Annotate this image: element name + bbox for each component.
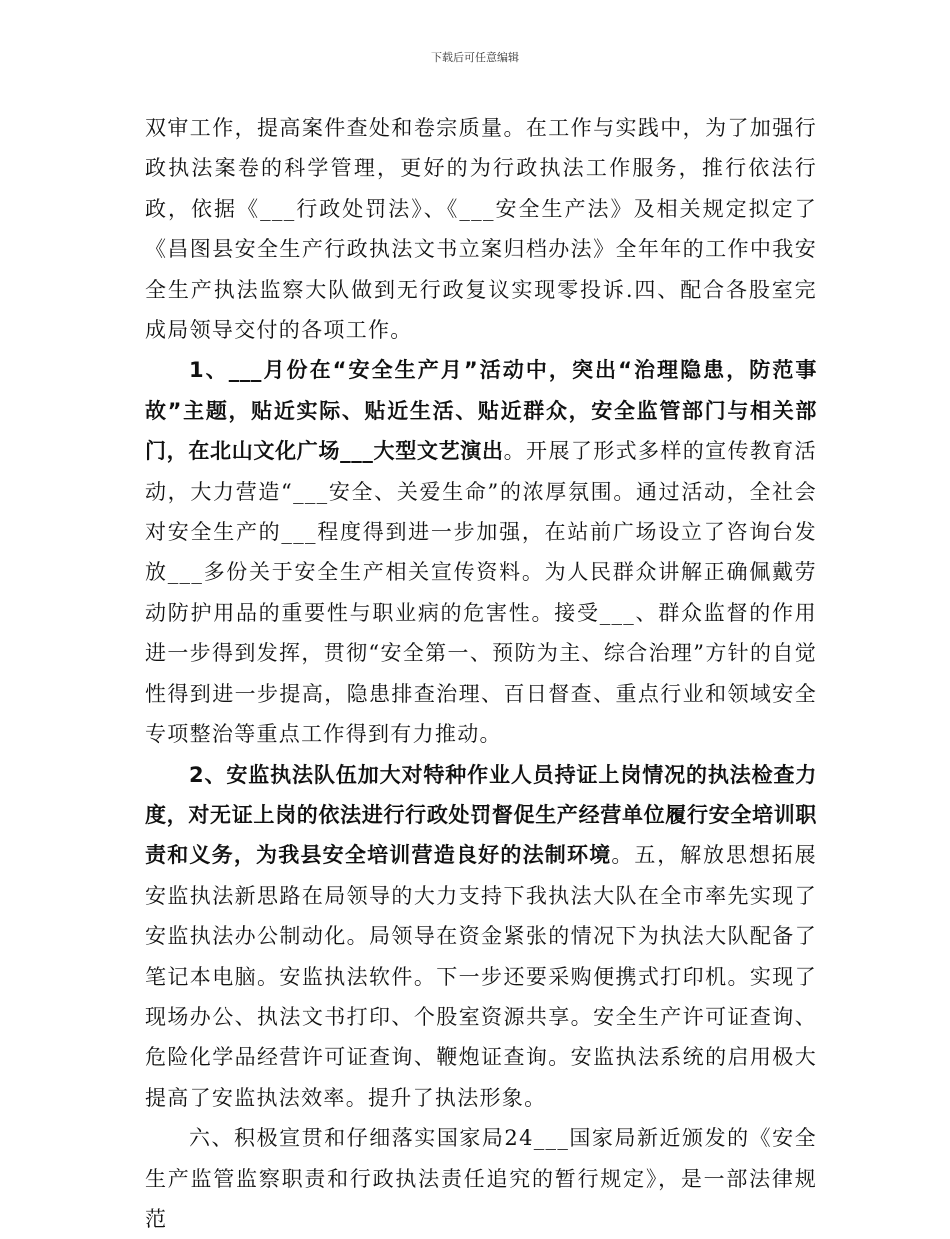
paragraph-2-text: 。开展了形式多样的宣传教育活动，大力营造“___安全、关爱生命”的浓厚氛围。通过活动，全社会对安全生产的___程度得到进一步加强，在站前广场设立了咨询台发放___多份关于安全生产相关宣传资料。为人民群众讲解正确佩戴劳动防护用品的重要性与职业病的危害性。接受___、群众监督的作用进一步得到发挥，贯彻“安全第一、预防为主、综合治理”方针的自觉性得到进一步提高，隐患排查治理、百日督查、重点行业和领域安全专项整治等重点工作得到有力推动。: [145, 439, 817, 747]
paragraph-2-bold-lead: 1、___月份在“安全生产月”活动中，突出“治理隐患，防范事故”主题，贴近实际、贴近生活、贴近群众，安全监管部门与相关部门，在北山文化广场___大型文艺演出: [145, 358, 817, 464]
paragraph-4: [145, 1118, 817, 1239]
paragraph-2: [145, 350, 817, 754]
page-header: 下载后可任意编辑: [431, 51, 519, 64]
paragraph-4-text: 六、积极宣贯和仔细落实国家局24___国家局新近颁发的《安全生产监管监察职责和行政执法责任追究的暂行规定》，是一部法律规范: [145, 1126, 817, 1231]
paragraph-1: [145, 108, 817, 350]
paragraph-3-bold-lead: 2、安监执法队伍加大对特种作业人员持证上岗情况的执法检查力度，对无证上岗的依法进行行政处罚督促生产经营单位履行安全培训职责和义务，为我县安全培训营造良好的法制环境: [145, 762, 817, 868]
paragraph-3-text: 。五，解放思想拓展安监执法新思路在局领导的大力支持下我执法大队在全市率先实现了安监执法办公制动化。局领导在资金紧张的情况下为执法大队配备了笔记本电脑。安监执法软件。下一步还要采购便携式打印机。实现了现场办公、执法文书打印、个股室资源共享。安全生产许可证查询、危险化学品经营许可证查询、鞭炮证查询。安监执法系统的启用极大提高了安监执法效率。提升了执法形象。: [145, 843, 817, 1110]
paragraph-1-text: 双审工作，提高案件查处和卷宗质量。在工作与实践中，为了加强行政执法案卷的科学管理，更好的为行政执法工作服务，推行依法行政，依据《___行政处罚法》、《___安全生产法》及相关规定拟定了《昌图县安全生产行政执法文书立案归档办法》全年年的工作中我安全生产执法监察大队做到无行政复议实现零投诉.四、配合各股室完成局领导交付的各项工作。: [145, 116, 817, 343]
document-body: [145, 108, 817, 1239]
paragraph-3: [145, 755, 817, 1119]
